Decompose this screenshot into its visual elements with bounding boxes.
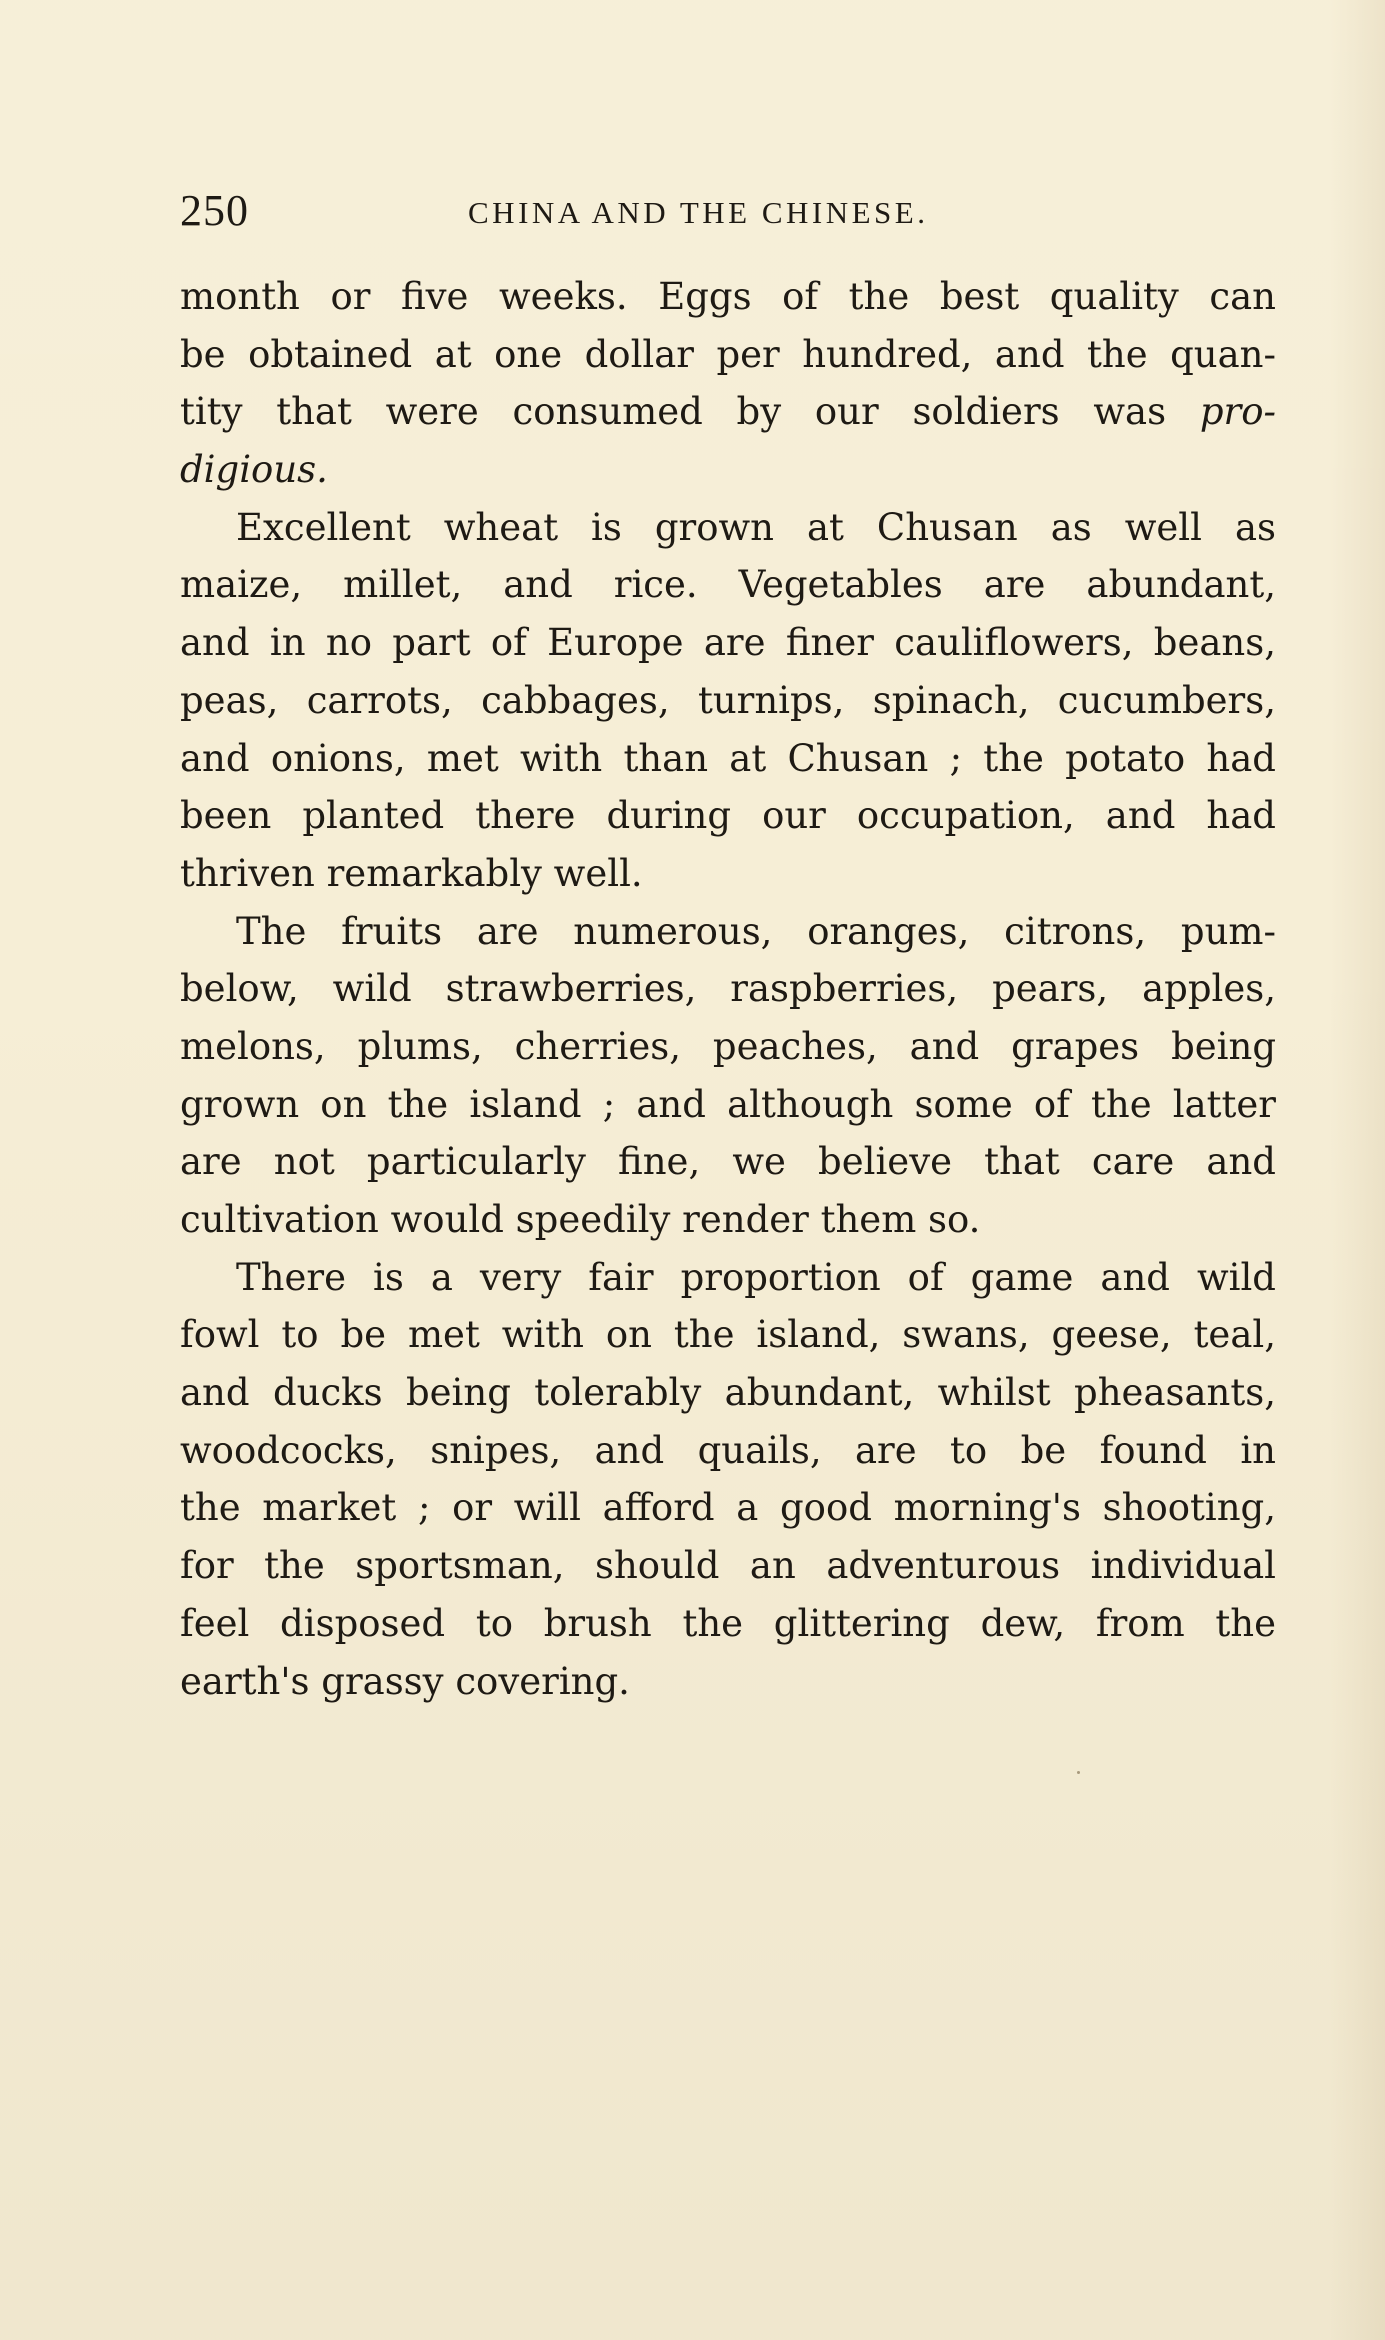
text-line bbox=[180, 326, 1276, 384]
line-text: thriven remarkably well. bbox=[180, 851, 643, 895]
line-text: melons, plums, cherries, peaches, and grapes being bbox=[180, 1024, 1276, 1068]
line-text: feel disposed to brush the glittering dew, from the bbox=[180, 1601, 1276, 1645]
text-line bbox=[180, 499, 1276, 557]
line-text: been planted there during our occupation, and had bbox=[180, 794, 1276, 838]
text-line bbox=[180, 1191, 1276, 1249]
line-text: maize, millet, and rice. Vegetables are abundant, bbox=[180, 563, 1276, 607]
text-line bbox=[180, 1653, 1276, 1711]
text-line bbox=[180, 1076, 1276, 1134]
line-text: and in no part of Europe are finer cauliflowers, beans, bbox=[180, 621, 1276, 665]
line-text: and ducks being tolerably abundant, whilst pheasants, bbox=[180, 1371, 1276, 1415]
line-text: for the sportsman, should an adventurous individual bbox=[180, 1544, 1276, 1588]
line-text: the market ; or will afford a good morning's shooting, bbox=[180, 1486, 1276, 1530]
line-text: fowl to be met with on the island, swans, geese, teal, bbox=[180, 1313, 1276, 1357]
line-text: below, wild strawberries, raspberries, pears, apples, bbox=[180, 967, 1276, 1011]
text-line bbox=[180, 1422, 1276, 1480]
text-line bbox=[180, 1018, 1276, 1076]
line-text: cultivation would speedily render them so. bbox=[180, 1198, 981, 1241]
text-line bbox=[180, 1479, 1276, 1537]
body-text bbox=[180, 268, 1276, 1710]
line-text: The fruits are numerous, oranges, citrons, pum- bbox=[236, 909, 1276, 953]
text-line bbox=[180, 441, 1276, 499]
line-text: and onions, met with than at Chusan ; the potato had bbox=[180, 736, 1276, 780]
text-line bbox=[180, 383, 1276, 441]
text-line bbox=[180, 960, 1276, 1018]
paper-speck bbox=[1077, 1771, 1080, 1774]
text-line bbox=[180, 1364, 1276, 1422]
text-line bbox=[180, 845, 1276, 903]
page-number: 250 bbox=[180, 186, 249, 235]
line-text: Excellent wheat is grown at Chusan as well as bbox=[236, 505, 1276, 549]
italic-text: digious. bbox=[180, 448, 328, 492]
italic-text: pro- bbox=[1199, 390, 1276, 434]
text-line bbox=[180, 268, 1276, 326]
text-line bbox=[180, 672, 1276, 730]
running-title: CHINA AND THE CHINESE. bbox=[468, 195, 929, 230]
text-line bbox=[180, 1537, 1276, 1595]
line-text: earth's grassy covering. bbox=[180, 1659, 630, 1703]
line-text: grown on the island ; and although some of the latter bbox=[180, 1082, 1276, 1126]
line-text: tity that were consumed by our soldiers was bbox=[180, 390, 1200, 434]
text-line bbox=[180, 1249, 1276, 1307]
text-line bbox=[180, 903, 1276, 961]
text-line bbox=[180, 556, 1276, 614]
text-line bbox=[180, 1306, 1276, 1364]
running-head bbox=[180, 183, 1280, 239]
line-text: There is a very fair proportion of game and wild bbox=[236, 1255, 1276, 1299]
text-line bbox=[180, 1595, 1276, 1653]
line-text: month or five weeks. Eggs of the best quality can bbox=[180, 275, 1276, 318]
text-line bbox=[180, 730, 1276, 788]
text-line bbox=[180, 614, 1276, 672]
text-line bbox=[180, 1133, 1276, 1191]
text-line bbox=[180, 787, 1276, 845]
line-text: are not particularly fine, we believe that care and bbox=[180, 1140, 1276, 1184]
line-text: peas, carrots, cabbages, turnips, spinach, cucumbers, bbox=[180, 678, 1276, 722]
line-text: woodcocks, snipes, and quails, are to be found in bbox=[180, 1428, 1276, 1472]
line-text: be obtained at one dollar per hundred, and the quan- bbox=[180, 332, 1276, 376]
